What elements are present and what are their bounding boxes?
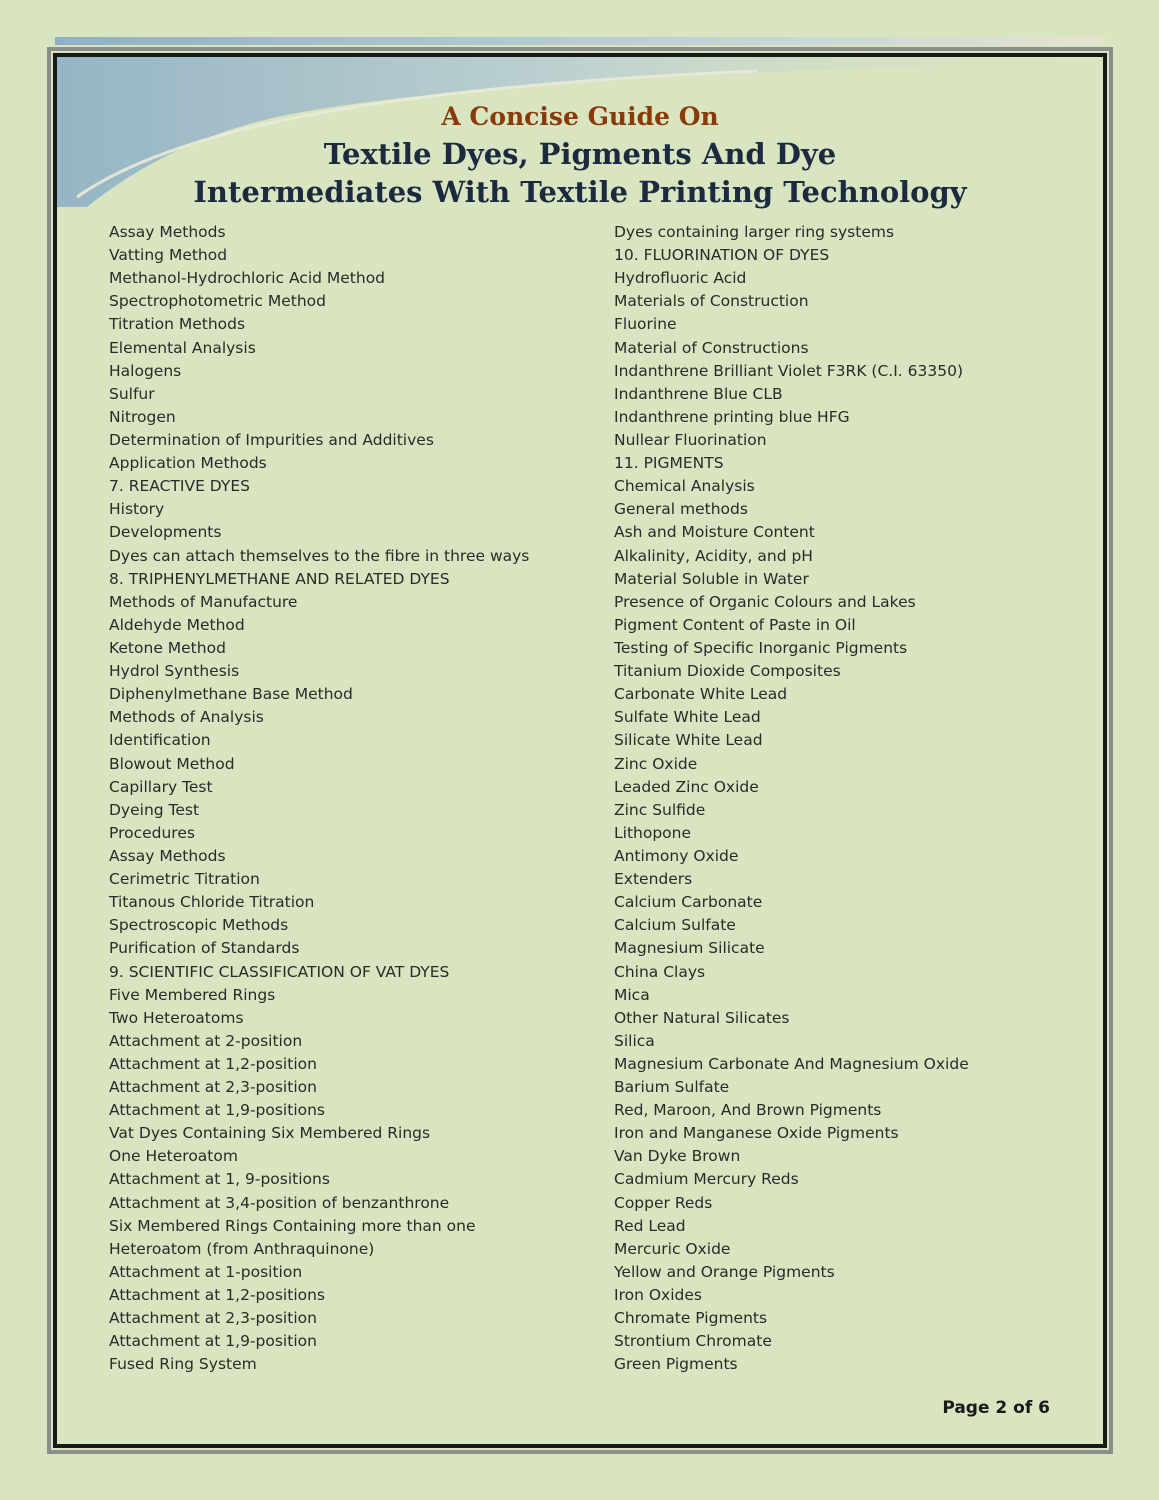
toc-entry: Material of Constructions <box>614 338 809 357</box>
toc-entry: Determination of Impurities and Additives <box>109 430 434 449</box>
toc-entry: Indanthrene Blue CLB <box>614 384 783 403</box>
toc-entry: Leaded Zinc Oxide <box>614 777 759 796</box>
toc-entry: Indanthrene printing blue HFG <box>614 407 850 426</box>
toc-entry: Iron and Manganese Oxide Pigments <box>614 1124 899 1143</box>
toc-entry: Antimony Oxide <box>614 846 739 865</box>
toc-entry: Magnesium Silicate <box>614 939 765 958</box>
toc-entry: Zinc Sulfide <box>614 800 706 819</box>
toc-entry: Attachment at 1,2-position <box>109 1054 317 1073</box>
toc-entry: Presence of Organic Colours and Lakes <box>614 592 916 611</box>
toc-entry: Barium Sulfate <box>614 1078 730 1097</box>
toc-entry: Material Soluble in Water <box>614 569 809 588</box>
toc-entry: Spectrophotometric Method <box>109 292 327 311</box>
toc-entry: Procedures <box>109 823 195 842</box>
toc-entry: Nullear Fluorination <box>614 430 767 449</box>
toc-entry: History <box>109 500 165 519</box>
toc-entry: Purification of Standards <box>109 939 300 958</box>
toc-entry: Cadmium Mercury Reds <box>614 1170 799 1189</box>
toc-entry: Indanthrene Brilliant Violet F3RK (C.I. 63350) <box>614 361 963 380</box>
toc-entry: Attachment at 1, 9-positions <box>109 1170 330 1189</box>
toc-entry: 9. SCIENTIFIC CLASSIFICATION OF VAT DYES <box>109 962 450 981</box>
toc-entry: Attachment at 1-position <box>109 1262 303 1281</box>
toc-entry: Chemical Analysis <box>614 477 755 496</box>
content-frame <box>53 53 1107 1448</box>
toc-entry: Application Methods <box>109 454 267 473</box>
toc-entry: Sulfate White Lead <box>614 708 761 727</box>
toc-entry: Pigment Content of Paste in Oil <box>614 615 856 634</box>
toc-entry: Mica <box>614 985 650 1004</box>
toc-entry: Titration Methods <box>109 315 246 334</box>
toc-entry: China Clays <box>614 962 706 981</box>
toc-entry: Calcium Sulfate <box>614 916 736 935</box>
toc-entry: Developments <box>109 523 222 542</box>
toc-entry: Methanol-Hydrochloric Acid Method <box>109 269 386 288</box>
toc-entry: Elemental Analysis <box>109 338 256 357</box>
toc-entry: Sulfur <box>109 384 155 403</box>
toc-entry: Titanium Dioxide Composites <box>614 662 841 681</box>
toc-entry: Ash and Moisture Content <box>614 523 815 542</box>
toc-entry: Van Dyke Brown <box>614 1147 741 1166</box>
toc-entry: General methods <box>614 500 748 519</box>
toc-entry: Other Natural Silicates <box>614 1008 790 1027</box>
toc-entry: Aldehyde Method <box>109 615 245 634</box>
toc-entry: Cerimetric Titration <box>109 870 260 889</box>
top-accent-bar <box>55 37 1105 45</box>
toc-entry: Identification <box>109 731 211 750</box>
toc-entry: Hydrofluoric Acid <box>614 269 747 288</box>
toc-entry: Fluorine <box>614 315 677 334</box>
toc-entry: Five Membered Rings <box>109 985 276 1004</box>
toc-entry: Silicate White Lead <box>614 731 763 750</box>
toc-entry: Iron Oxides <box>614 1286 702 1305</box>
toc-entry: Extenders <box>614 870 693 889</box>
toc-entry: 11. PIGMENTS <box>614 454 724 473</box>
toc-entry: Capillary Test <box>109 777 213 796</box>
toc-entry: Calcium Carbonate <box>614 893 763 912</box>
toc-entry: Attachment at 3,4-position of benzanthrone <box>109 1193 450 1212</box>
toc-entry: Testing of Specific Inorganic Pigments <box>614 638 908 657</box>
toc-entry: Halogens <box>109 361 182 380</box>
toc-entry: Heteroatom (from Anthraquinone) <box>109 1239 375 1258</box>
toc-entry: Red, Maroon, And Brown Pigments <box>614 1101 882 1120</box>
toc-entry: Strontium Chromate <box>614 1332 772 1351</box>
toc-entry: Ketone Method <box>109 638 226 657</box>
toc-entry: Yellow and Orange Pigments <box>614 1262 835 1281</box>
contents-right-column <box>614 221 969 1376</box>
title-main-line-2: Intermediates With Textile Printing Technology <box>193 175 967 209</box>
toc-entry: Magnesium Carbonate And Magnesium Oxide <box>614 1054 969 1073</box>
toc-entry: Titanous Chloride Titration <box>109 893 315 912</box>
toc-entry: Lithopone <box>614 823 692 842</box>
toc-entry: Vat Dyes Containing Six Membered Rings <box>109 1124 431 1143</box>
toc-entry: 8. TRIPHENYLMETHANE AND RELATED DYES <box>109 569 450 588</box>
toc-entry: Vatting Method <box>109 246 228 265</box>
toc-entry: Dyes containing larger ring systems <box>614 223 895 241</box>
toc-entry: One Heteroatom <box>109 1147 238 1166</box>
toc-entry: Methods of Manufacture <box>109 592 298 611</box>
toc-entry: Attachment at 1,9-position <box>109 1332 317 1351</box>
toc-entry: Diphenylmethane Base Method <box>109 685 353 704</box>
toc-entry: Attachment at 2,3-position <box>109 1078 317 1097</box>
toc-entry: Mercuric Oxide <box>614 1239 731 1258</box>
toc-entry: Attachment at 1,9-positions <box>109 1101 326 1120</box>
toc-entry: 7. REACTIVE DYES <box>109 477 250 496</box>
toc-entry: Attachment at 1,2-positions <box>109 1286 326 1305</box>
toc-entry: Attachment at 2-position <box>109 1031 303 1050</box>
toc-entry: 10. FLUORINATION OF DYES <box>614 246 830 265</box>
title-prefix: A Concise Guide On <box>441 102 719 131</box>
toc-entry: Assay Methods <box>109 846 226 865</box>
toc-entry: Six Membered Rings Containing more than one <box>109 1216 476 1235</box>
toc-entry: Dyeing Test <box>109 800 200 819</box>
contents-left-column <box>109 221 529 1376</box>
toc-entry: Nitrogen <box>109 407 176 426</box>
toc-entry: Attachment at 2,3-position <box>109 1309 317 1328</box>
toc-entry: Materials of Construction <box>614 292 809 311</box>
toc-entry: Spectroscopic Methods <box>109 916 289 935</box>
toc-entry: Dyes can attach themselves to the fibre in three ways <box>109 546 530 565</box>
toc-entry: Hydrol Synthesis <box>109 662 240 681</box>
toc-entry: Methods of Analysis <box>109 708 264 727</box>
toc-entry: Carbonate White Lead <box>614 685 788 704</box>
toc-entry: Two Heteroatoms <box>109 1008 244 1027</box>
toc-entry: Alkalinity, Acidity, and pH <box>614 546 813 565</box>
toc-entry: Zinc Oxide <box>614 754 698 773</box>
title-main-line-1: Textile Dyes, Pigments And Dye <box>323 137 837 171</box>
toc-entry: Green Pigments <box>614 1355 738 1374</box>
page-number: Page 2 of 6 <box>942 1398 1050 1418</box>
toc-entry: Fused Ring System <box>109 1355 257 1374</box>
toc-entry: Red Lead <box>614 1216 686 1235</box>
toc-entry: Chromate Pigments <box>614 1309 768 1328</box>
toc-entry: Silica <box>614 1031 655 1050</box>
toc-entry: Blowout Method <box>109 754 235 773</box>
toc-entry: Assay Methods <box>109 223 226 241</box>
toc-entry: Copper Reds <box>614 1193 713 1212</box>
